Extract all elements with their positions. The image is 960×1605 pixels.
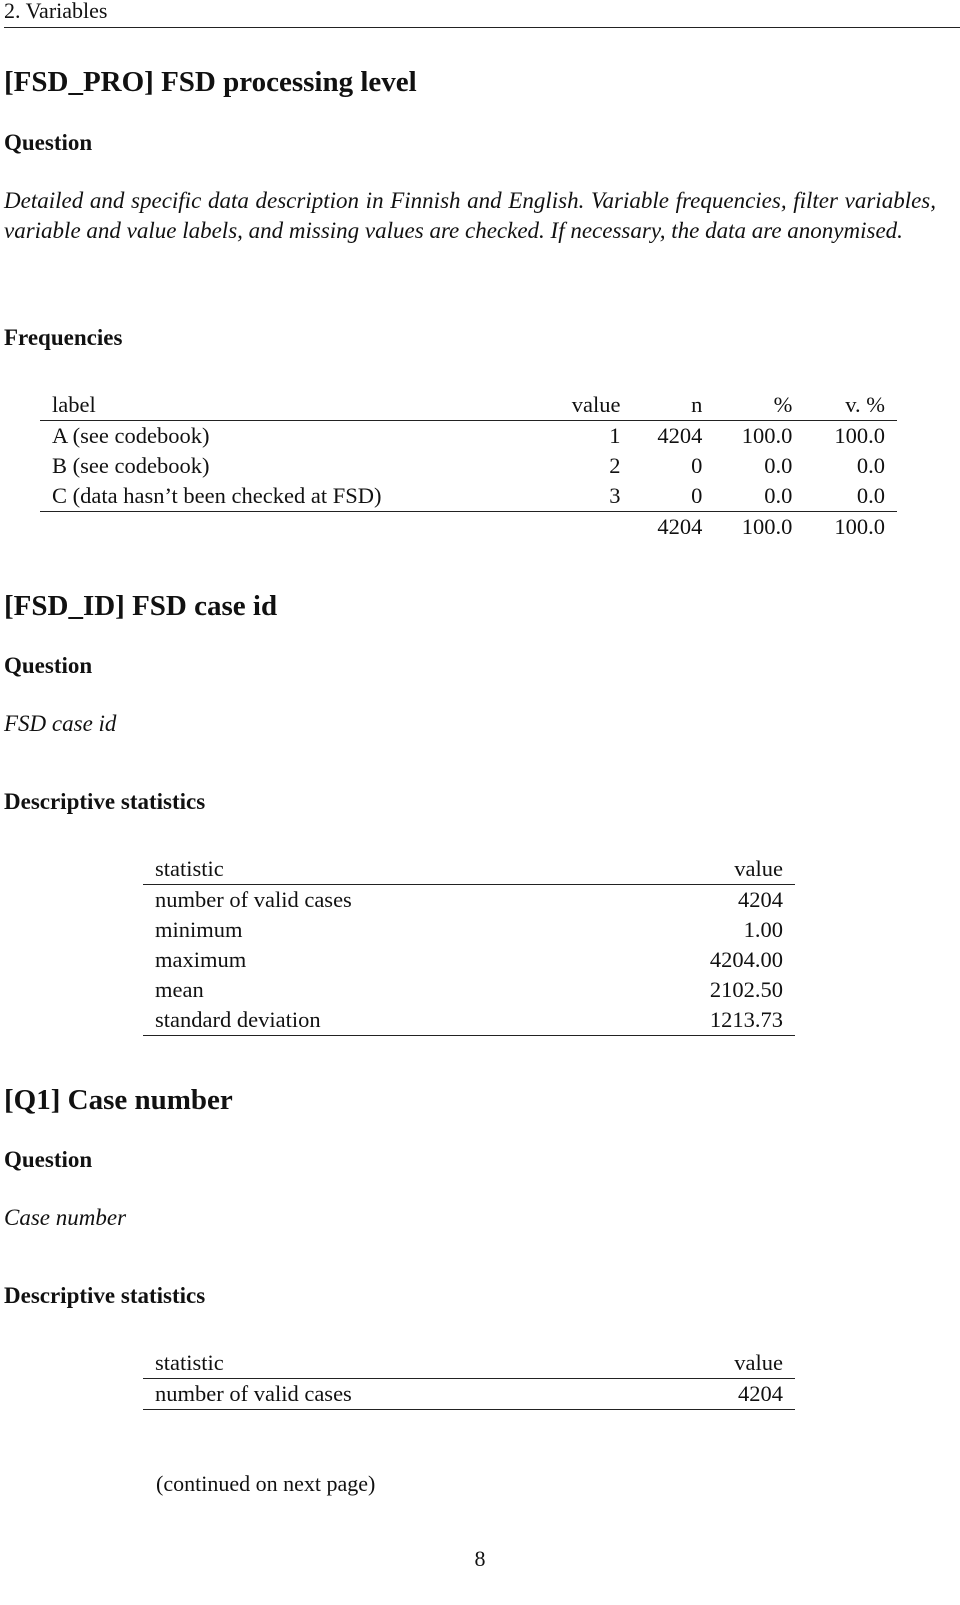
column-header: n [627,390,709,421]
descriptive-statistics-table [143,854,795,1036]
table-row [40,481,897,512]
column-header: value [601,854,795,885]
table-row [143,915,795,945]
column-header: label [40,390,539,421]
cell-statistic: number of valid cases [143,1379,640,1410]
cell-statistic: number of valid cases [155,887,352,912]
cell-percent-total: 100.0 [741,514,793,539]
cell-value: 1.00 [743,917,783,942]
question-text: Case number [4,1205,127,1230]
cell-value: 3 [539,481,626,512]
cell-statistic: maximum [155,947,247,972]
cell-valid-percent-total: 100.0 [834,514,885,539]
descriptive-statistics-heading: Descriptive statistics [4,1283,206,1308]
cell-value: 2102.50 [709,977,783,1002]
cell-label: B (see codebook) [52,453,210,478]
cell-value: 2 [609,453,621,478]
column-header: statistic [143,1348,640,1379]
cell-statistic: mean [155,977,204,1002]
variable-title-fsd-id: [FSD_ID] FSD case id [4,590,278,622]
continued-note: (continued on next page) [156,1471,376,1496]
table-total-row [40,512,897,543]
cell-value: 1213.73 [601,1005,795,1036]
cell-statistic: minimum [155,917,243,942]
column-header: % [708,390,798,421]
table-row [40,421,897,452]
question-text: FSD case id [4,711,117,736]
descriptive-statistics-table [143,1348,795,1410]
cell-percent: 0.0 [708,481,798,512]
page-number: 8 [474,1546,486,1571]
cell-statistic: standard deviation [143,1005,601,1036]
cell-n: 0 [627,481,709,512]
variable-title-q1: [Q1] Case number [4,1084,233,1116]
question-heading: Question [4,653,93,678]
table-header-row [143,1348,795,1379]
cell-percent: 0.0 [764,453,793,478]
running-header: 2. Variables [4,0,960,28]
cell-value: 4204.00 [709,947,783,972]
table-row [143,885,795,916]
table-row [143,1379,795,1410]
cell-label: C (data hasn’t been checked at FSD) [40,481,539,512]
table-row [143,945,795,975]
frequencies-table [40,390,897,542]
cell-valid-percent: 0.0 [856,453,885,478]
table-row [40,451,897,481]
table-header-row [143,854,795,885]
column-header: v. % [798,390,897,421]
question-heading: Question [4,130,93,155]
descriptive-statistics-heading: Descriptive statistics [4,789,206,814]
table-row [143,1005,795,1036]
cell-label: A (see codebook) [52,423,210,448]
column-header: statistic [143,854,601,885]
cell-n-total: 4204 [657,514,703,539]
cell-value: 1 [609,423,621,448]
cell-label [40,512,539,543]
cell-n: 0 [691,453,703,478]
column-header: value [640,1348,795,1379]
frequencies-heading: Frequencies [4,325,123,350]
variable-title-fsd-pro: [FSD_PRO] FSD processing level [4,66,417,98]
column-header: value [539,390,626,421]
cell-percent: 100.0 [741,423,793,448]
table-header-row [40,390,897,421]
cell-value: 4204 [640,1379,795,1410]
cell-valid-percent: 100.0 [834,423,885,448]
table-row [143,975,795,1005]
cell-value: 4204 [738,887,783,912]
question-heading: Question [4,1147,93,1172]
cell-n: 4204 [657,423,703,448]
question-text: Detailed and specific data description in Finnish and English. Variable frequencies, filter variables, variable and value labels, and missing values are checked. If necessary, the data are anonymised. [4,188,936,243]
cell-value [539,512,626,543]
cell-valid-percent: 0.0 [798,481,897,512]
